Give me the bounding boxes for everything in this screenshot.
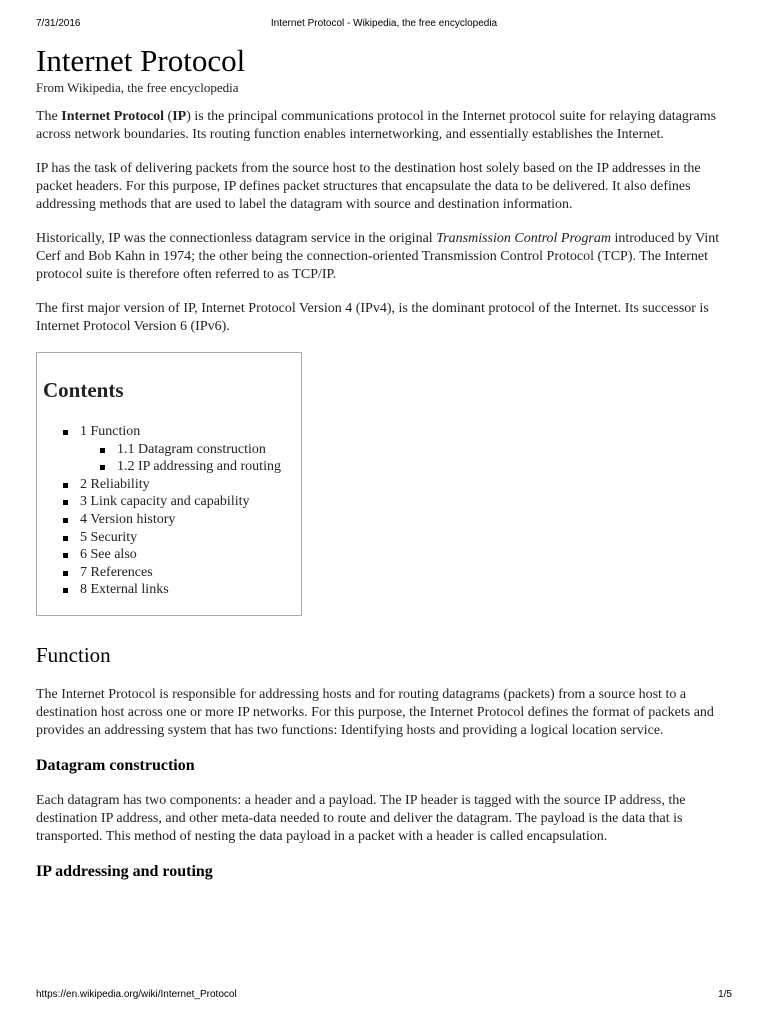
toc-item-label[interactable]: 1.2 IP addressing and routing <box>117 459 281 475</box>
intro-paragraph-4: The first major version of IP, Internet Protocol Version 4 (IPv4), is the dominant protocol of the Internet. Its successor is Internet Protocol Version 6 (IPv6). <box>36 301 709 334</box>
toc-item-reliability[interactable] <box>63 476 281 494</box>
toc-item-link-capacity[interactable] <box>63 493 281 511</box>
print-url: https://en.wikipedia.org/wiki/Internet_Protocol <box>36 989 237 1000</box>
toc-item-label[interactable]: 5 Security <box>80 529 138 545</box>
internet-protocol-term: Internet Protocol <box>61 109 165 124</box>
print-page-number: 1/5 <box>718 989 732 1000</box>
subsection-heading-ip-addressing: IP addressing and routing <box>36 863 213 880</box>
intro-text: introduced by Vint Cerf and Bob Kahn in 1974; the other being the connection-oriented Transmission Control Protocol (TCP). The Internet protocol suite is therefore often referred to as TCP/IP. <box>36 231 720 282</box>
toc-item-label[interactable]: 2 Reliability <box>80 476 150 492</box>
function-paragraph: The Internet Protocol is responsible for addressing hosts and for routing datagrams (packets) from a source host to a destination host across one or more IP networks. For this purpose, the Internet Protocol defines the format of packets and provides an addressing system that has two functions: Identifying hosts and providing a logical location service. <box>36 687 714 738</box>
intro-paragraph-2: IP has the task of delivering packets from the source host to the destination host solely based on the IP addresses in the packet headers. For this purpose, IP defines packet structures that encapsulate the data to be delivered. It also defines addressing methods that are used to label the datagram with source and destination information. <box>36 161 701 212</box>
toc-item-label[interactable]: 3 Link capacity and capability <box>80 494 250 510</box>
intro-paragraph-3 <box>36 230 732 284</box>
print-page-title: Internet Protocol - Wikipedia, the free encyclopedia <box>270 18 498 29</box>
intro-text: The <box>36 109 62 124</box>
toc-item-ip-addressing[interactable] <box>100 458 281 476</box>
toc-item-function[interactable] <box>63 423 281 476</box>
toc-item-label[interactable]: 7 References <box>80 564 153 580</box>
intro-paragraph-1 <box>36 108 732 144</box>
datagram-paragraph: Each datagram has two components: a header and a payload. The IP header is tagged with the source IP address, the destination IP address, and other meta-data needed to route and deliver the datagram. The payload is the data that is transported. This method of nesting the data payload in a packet with a header is called encapsulation. <box>36 793 686 844</box>
tcp-program-term: Transmission Control Program <box>436 231 611 246</box>
page-title: Internet Protocol <box>36 43 246 78</box>
article-content <box>36 42 732 898</box>
toc-item-security[interactable] <box>63 529 281 547</box>
toc-item-see-also[interactable] <box>63 546 281 564</box>
print-date: 7/31/2016 <box>36 18 81 29</box>
toc-item-datagram-construction[interactable] <box>100 441 281 459</box>
toc-item-label[interactable]: 1.1 Datagram construction <box>117 441 266 457</box>
toc-item-label[interactable]: 8 External links <box>80 582 169 598</box>
table-of-contents <box>36 352 302 616</box>
subsection-heading-datagram: Datagram construction <box>36 757 195 774</box>
intro-text: ( <box>164 109 173 124</box>
ip-abbreviation: IP <box>172 109 187 124</box>
toc-item-external-links[interactable] <box>63 581 281 599</box>
section-heading-function: Function <box>36 643 111 667</box>
toc-title: Contents <box>43 378 124 402</box>
print-footer <box>36 989 732 1003</box>
toc-item-label[interactable]: 1 Function <box>80 424 141 439</box>
intro-text: ) is the principal communications protocol in the Internet protocol suite for relaying datagrams across network boundaries. Its routing function enables internetworking, and essentially establishes the Internet. <box>36 109 717 142</box>
toc-item-label[interactable]: 6 See also <box>80 547 137 563</box>
toc-list <box>63 423 281 599</box>
print-header <box>36 18 732 32</box>
toc-item-references[interactable] <box>63 564 281 582</box>
toc-item-version-history[interactable] <box>63 511 281 529</box>
toc-sublist <box>100 441 281 476</box>
intro-text: Historically, IP was the connectionless datagram service in the original <box>36 231 437 246</box>
toc-item-label[interactable]: 4 Version history <box>80 511 176 527</box>
page-subtitle: From Wikipedia, the free encyclopedia <box>36 80 239 95</box>
